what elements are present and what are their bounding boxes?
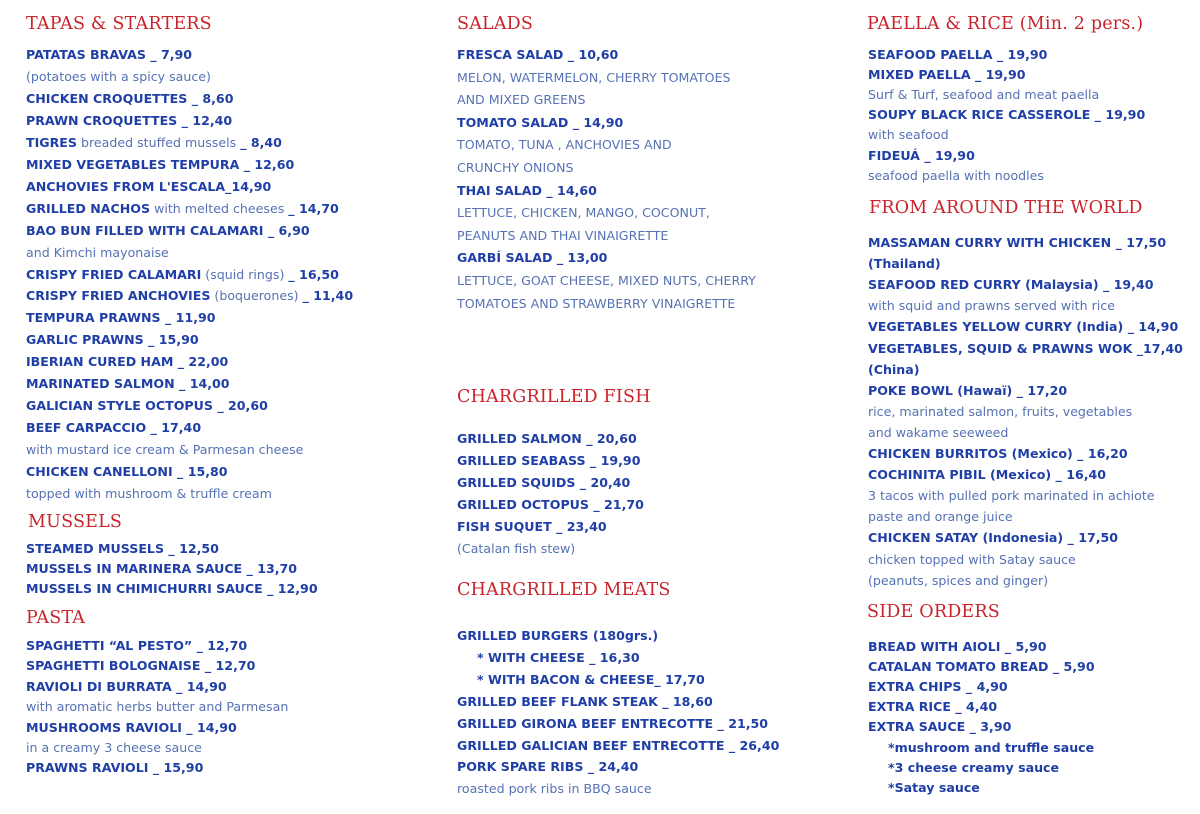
menu-item: [26, 464, 228, 479]
item-name: RAVIOLI DI BURRATA _ 14,90: [26, 679, 227, 694]
menu-item: [457, 47, 618, 62]
item-name: PRAWN CROQUETTES _ 12,40: [26, 113, 233, 128]
menu-item-description: [457, 296, 735, 311]
item-name: (Thailand): [868, 256, 941, 271]
item-name: ANCHOVIES FROM L'ESCALA_14,90: [26, 179, 272, 194]
menu-item: [26, 581, 318, 596]
item-name: GRILLED OCTOPUS _ 21,70: [457, 497, 644, 512]
item-name: SOUPY BLACK RICE CASSEROLE _ 19,90: [868, 107, 1146, 122]
item-name: COCHINITA PIBIL (Mexico) _ 16,40: [868, 467, 1107, 482]
item-name: *Satay sauce: [888, 780, 980, 795]
menu-item: [26, 658, 255, 673]
section-title-sides: SIDE ORDERS: [867, 602, 1000, 622]
item-name: VEGETABLES YELLOW CURRY (India) _ 14,90: [868, 319, 1179, 334]
item-description: topped with mushroom & truffle cream: [26, 486, 272, 501]
menu-item: [26, 157, 294, 172]
item-description: with mustard ice cream & Parmesan cheese: [26, 442, 304, 457]
menu-item: [26, 310, 216, 325]
menu-item: [457, 716, 768, 731]
item-description: (Catalan fish stew): [457, 541, 576, 556]
section-title-fish: CHARGRILLED FISH: [457, 387, 651, 407]
menu-item-description: [457, 160, 574, 175]
menu-item-description: [868, 552, 1076, 567]
menu-item-description: [457, 781, 652, 796]
menu-item-description: [26, 486, 272, 501]
menu-item: [457, 759, 638, 774]
menu-item: [26, 679, 227, 694]
menu-item: [868, 362, 920, 377]
menu-item-description: [457, 70, 731, 85]
menu-item: [26, 420, 201, 435]
item-name: MUSSELS IN CHIMICHURRI SAUCE _ 12,90: [26, 581, 318, 596]
item-name: GALICIAN STYLE OCTOPUS _ 20,60: [26, 398, 268, 413]
item-description: LETTUCE, GOAT CHEESE, MIXED NUTS, CHERRY: [457, 273, 756, 288]
menu-item-description: [868, 425, 1008, 440]
menu-item: [457, 115, 623, 130]
menu-item: [868, 446, 1128, 461]
menu-item: [457, 497, 644, 512]
item-description: (peanuts, spices and ginger): [868, 573, 1049, 588]
item-description: PEANUTS AND THAI VINAIGRETTE: [457, 228, 669, 243]
item-name: GRILLED SALMON _ 20,60: [457, 431, 637, 446]
item-name: TEMPURA PRAWNS _ 11,90: [26, 310, 216, 325]
item-name: GRILLED SQUIDS _ 20,40: [457, 475, 631, 490]
section-title-world: FROM AROUND THE WORLD: [869, 198, 1143, 218]
item-description: and Kimchi mayonaise: [26, 245, 169, 260]
menu-item: [868, 699, 997, 714]
item-price: _ 8,40: [240, 135, 282, 150]
item-name: THAI SALAD _ 14,60: [457, 183, 597, 198]
section-title-tapas: TAPAS & STARTERS: [26, 14, 212, 34]
item-description: and wakame seeweed: [868, 425, 1009, 440]
item-description: with squid and prawns served with rice: [868, 298, 1115, 313]
item-description: MELON, WATERMELON, CHERRY TOMATOES: [457, 70, 731, 85]
item-name: EXTRA SAUCE _ 3,90: [868, 719, 1012, 734]
item-name: EXTRA RICE _ 4,40: [868, 699, 998, 714]
menu-item: [26, 91, 233, 106]
item-name: FRESCA SALAD _ 10,60: [457, 47, 619, 62]
item-name: *3 cheese creamy sauce: [888, 760, 1060, 775]
item-description: with melted cheeses: [150, 201, 289, 216]
item-description: with seafood: [868, 127, 949, 142]
menu-item-description: [457, 92, 585, 107]
item-price: _ 14,70: [288, 201, 339, 216]
menu-item: [888, 760, 1059, 775]
item-name: GARBÍ SALAD _ 13,00: [457, 250, 608, 265]
item-name: GRILLED GIRONA BEEF ENTRECOTTE _ 21,50: [457, 716, 769, 731]
section-title-salads: SALADS: [457, 14, 534, 34]
item-name: PATATAS BRAVAS _ 7,90: [26, 47, 193, 62]
menu-item: [26, 223, 310, 238]
item-description: TOMATO, TUNA , ANCHOVIES AND: [457, 137, 672, 152]
item-name: CHICKEN CROQUETTES _ 8,60: [26, 91, 234, 106]
section-title-pasta: PASTA: [26, 608, 86, 628]
item-description: roasted pork ribs in BBQ sauce: [457, 781, 652, 796]
menu-item: [26, 201, 339, 216]
menu-item: [457, 628, 658, 643]
item-description: chicken topped with Satay sauce: [868, 552, 1076, 567]
menu-item: [457, 519, 607, 534]
item-name: GARLIC PRAWNS _ 15,90: [26, 332, 199, 347]
item-name: SEAFOOD PAELLA _ 19,90: [868, 47, 1048, 62]
item-name: (China): [868, 362, 920, 377]
menu-item: [868, 148, 975, 163]
menu-item-description: [26, 740, 202, 755]
item-price: _ 16,50: [288, 267, 339, 282]
item-name: FISH SUQUET _ 23,40: [457, 519, 607, 534]
menu-item: [888, 780, 980, 795]
menu-item: [457, 250, 607, 265]
menu-item: [457, 738, 779, 753]
menu-item: [26, 135, 282, 150]
item-name: SPAGHETTI “AL PESTO” _ 12,70: [26, 638, 248, 653]
menu-item-description: [868, 87, 1099, 102]
item-name: EXTRA CHIPS _ 4,90: [868, 679, 1008, 694]
menu-item: [457, 183, 597, 198]
menu-item: [26, 113, 232, 128]
item-name: GRILLED BEEF FLANK STEAK _ 18,60: [457, 694, 713, 709]
menu-item: [26, 267, 339, 282]
menu-item: [26, 541, 219, 556]
menu-item: [457, 431, 637, 446]
menu-item: [26, 47, 192, 62]
section-title-paella: PAELLA & RICE (Min. 2 pers.): [867, 14, 1144, 34]
item-name: POKE BOWL (Hawaï) _ 17,20: [868, 383, 1068, 398]
menu-item: [26, 638, 247, 653]
item-name: PRAWNS RAVIOLI _ 15,90: [26, 760, 204, 775]
menu-item-description: [26, 442, 303, 457]
section-title-mussels: MUSSELS: [28, 512, 123, 532]
item-description: 3 tacos with pulled pork marinated in achiote: [868, 488, 1155, 503]
item-description: AND MIXED GREENS: [457, 92, 586, 107]
menu-item: [26, 332, 199, 347]
menu-item: [26, 376, 230, 391]
menu-item: [868, 256, 941, 271]
item-description: breaded stuffed mussels: [76, 135, 241, 150]
menu-item-description: [457, 205, 710, 220]
item-name: BREAD WITH AIOLI _ 5,90: [868, 639, 1047, 654]
menu-item: [868, 639, 1047, 654]
menu-item: [26, 288, 353, 303]
item-name: STEAMED MUSSELS _ 12,50: [26, 541, 219, 556]
menu-item-description: [868, 509, 1013, 524]
menu-item-description: [26, 245, 169, 260]
menu-item: [26, 760, 203, 775]
menu-item-description: [26, 69, 211, 84]
menu-item: [868, 235, 1166, 250]
item-description: seafood paella with noodles: [868, 168, 1044, 183]
item-name: IBERIAN CURED HAM _ 22,00: [26, 354, 229, 369]
item-name: CHICKEN CANELLONI _ 15,80: [26, 464, 228, 479]
item-price: _ 11,40: [302, 288, 354, 303]
item-description: TOMATOES AND STRAWBERRY VINAIGRETTE: [457, 296, 736, 311]
item-name: BEEF CARPACCIO _ 17,40: [26, 420, 202, 435]
item-name: CHICKEN BURRITOS (Mexico) _ 16,20: [868, 446, 1128, 461]
item-description: (boquerones): [210, 288, 303, 303]
menu-item-description: [868, 573, 1048, 588]
item-name: MUSSELS IN MARINERA SAUCE _ 13,70: [26, 561, 298, 576]
item-name: GRILLED SEABASS _ 19,90: [457, 453, 641, 468]
menu-item-description: [868, 488, 1155, 503]
menu-item: [868, 467, 1106, 482]
item-description: rice, marinated salmon, fruits, vegetables: [868, 404, 1133, 419]
menu-item: [868, 107, 1145, 122]
item-name: VEGETABLES, SQUID & PRAWNS WOK _17,40: [868, 341, 1183, 356]
menu-item: [26, 561, 297, 576]
item-name: CHICKEN SATAY (Indonesia) _ 17,50: [868, 530, 1119, 545]
menu-item: [26, 720, 237, 735]
item-description: LETTUCE, CHICKEN, MANGO, COCONUT,: [457, 205, 710, 220]
item-name: GRILLED BURGERS (180grs.): [457, 628, 659, 643]
item-name: BAO BUN FILLED WITH CALAMARI _ 6,90: [26, 223, 310, 238]
menu-item-description: [868, 168, 1044, 183]
menu-item: [26, 354, 228, 369]
menu-item-description: [457, 228, 668, 243]
item-name: MARINATED SALMON _ 14,00: [26, 376, 230, 391]
menu-item: [868, 67, 1026, 82]
menu-item: [868, 319, 1178, 334]
menu-item: [26, 179, 271, 194]
item-name: CRISPY FRIED CALAMARI: [26, 267, 202, 282]
menu-item-description: [868, 404, 1132, 419]
item-description: in a creamy 3 cheese sauce: [26, 740, 202, 755]
item-name: TIGRES: [26, 135, 77, 150]
menu-item-description: [26, 699, 288, 714]
menu-item: [457, 475, 630, 490]
section-title-meats: CHARGRILLED MEATS: [457, 580, 671, 600]
item-name: * WITH BACON & CHEESE_ 17,70: [477, 672, 705, 687]
menu-item: [477, 650, 640, 665]
menu-item-description: [868, 298, 1115, 313]
menu-item: [868, 277, 1153, 292]
item-name: MASSAMAN CURRY WITH CHICKEN _ 17,50: [868, 235, 1167, 250]
menu-item: [457, 694, 713, 709]
item-name: CATALAN TOMATO BREAD _ 5,90: [868, 659, 1095, 674]
item-name: PORK SPARE RIBS _ 24,40: [457, 759, 639, 774]
item-name: SEAFOOD RED CURRY (Malaysia) _ 19,40: [868, 277, 1154, 292]
menu-item-description: [868, 127, 949, 142]
item-name: * WITH CHEESE _ 16,30: [477, 650, 640, 665]
item-name: TOMATO SALAD _ 14,90: [457, 115, 624, 130]
item-name: CRISPY FRIED ANCHOVIES: [26, 288, 211, 303]
menu-item-description: [457, 273, 756, 288]
menu-item: [868, 47, 1047, 62]
menu-item: [26, 398, 268, 413]
item-name: MIXED VEGETABLES TEMPURA _ 12,60: [26, 157, 295, 172]
item-name: FIDEUÁ _ 19,90: [868, 148, 975, 163]
item-name: MUSHROOMS RAVIOLI _ 14,90: [26, 720, 237, 735]
menu-item: [868, 719, 1011, 734]
item-description: (squid rings): [201, 267, 289, 282]
item-description: paste and orange juice: [868, 509, 1013, 524]
item-name: *mushroom and truffle sauce: [888, 740, 1095, 755]
item-description: Surf & Turf, seafood and meat paella: [868, 87, 1100, 102]
item-name: GRILLED GALICIAN BEEF ENTRECOTTE _ 26,40: [457, 738, 780, 753]
menu-item: [868, 659, 1095, 674]
item-description: (potatoes with a spicy sauce): [26, 69, 211, 84]
menu-item: [457, 453, 640, 468]
menu-item: [868, 679, 1008, 694]
menu-item: [888, 740, 1094, 755]
item-name: MIXED PAELLA _ 19,90: [868, 67, 1026, 82]
item-description: CRUNCHY ONIONS: [457, 160, 574, 175]
menu-item-description: [457, 137, 672, 152]
item-name: GRILLED NACHOS: [26, 201, 151, 216]
menu-item-description: [457, 541, 575, 556]
item-description: with aromatic herbs butter and Parmesan: [26, 699, 289, 714]
menu-item: [868, 341, 1183, 356]
menu-item: [868, 530, 1118, 545]
menu-item: [868, 383, 1067, 398]
item-name: SPAGHETTI BOLOGNAISE _ 12,70: [26, 658, 256, 673]
menu-item: [477, 672, 705, 687]
